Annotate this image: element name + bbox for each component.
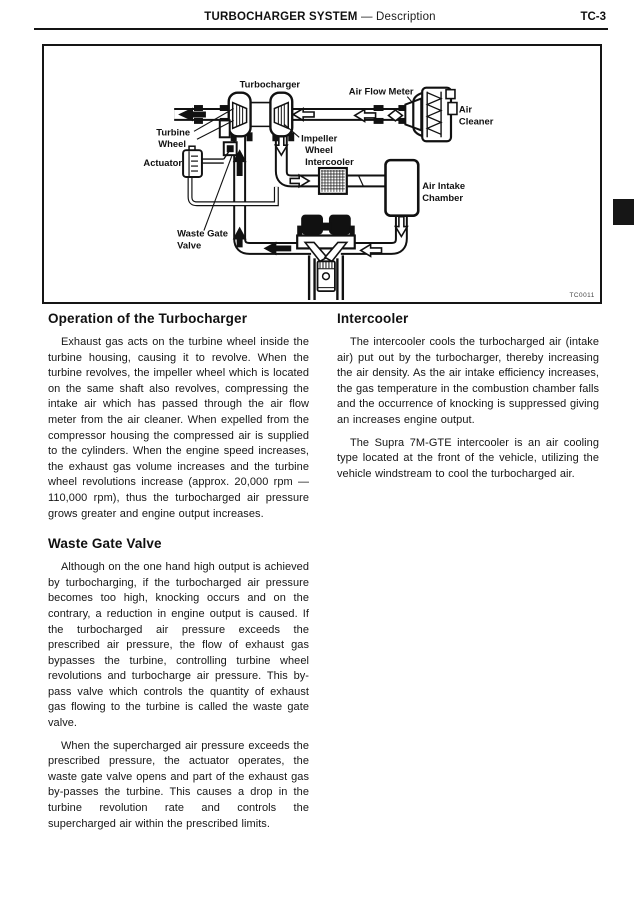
engine bbox=[297, 215, 355, 300]
actuator-pressure-line bbox=[190, 173, 276, 204]
cam-cover-right bbox=[329, 215, 351, 235]
paragraph: Although on the one hand high output is achieved by turbocharging, if the turbocharged air pressure becomes too high, knocking occurs and on the contrary, a reduction in engine output is caused. If the turbocharged air pressure exceeds the prescribed air pressure, the flow of exhaust gas bypasses the turbine, controlling turbine wheel revolutions and turbocharge air pressure. This by-pass valve which controls the quantity of exhaust gas flowing to the turbine is called the waste gate valve. bbox=[48, 561, 309, 730]
label-actuator: Actuator bbox=[143, 157, 183, 169]
label-turbine-wheel-2: Wheel bbox=[158, 138, 186, 150]
label-air-cleaner-1: Air bbox=[458, 103, 473, 115]
cam-cover-left bbox=[301, 215, 323, 235]
figure-box bbox=[42, 44, 602, 304]
label-air-cleaner-2: Cleaner bbox=[458, 115, 494, 127]
waste-gate-valve bbox=[224, 142, 237, 155]
paragraph: When the supercharged air pressure exceeds the prescribed pressure, the actuator operates, the waste gate valve opens and part of the exhaust gas by-passes the turbine. This causes a drop in the turbine revolution rate and controls the supercharged air within the prescribed limits. bbox=[48, 739, 309, 830]
paragraph: Exhaust gas acts on the turbine wheel inside the turbine housing, causing it to revolve. When the turbine revolves, the impeller wheel which is located on the same shaft also revolves, compressing the intake air which has passed through the air flow meter from the air cleaner. When expelled from the compressor housing the compressed air is supplied to the cylinders. When the engine speed increases, the exhaust gas volume increases and the turbine wheel revolutions increase (approx. 20,000 rpm — 110,000 rpm), thus the turbocharged air pressure grows greater and engine output increases. bbox=[48, 336, 309, 520]
page-header bbox=[0, 11, 640, 23]
left-column bbox=[48, 311, 309, 839]
label-waste-gate-valve-1: Waste Gate bbox=[177, 227, 229, 239]
air-cleaner-outlet bbox=[448, 103, 457, 115]
label-air-flow-meter: Air Flow Meter bbox=[348, 85, 414, 97]
label-waste-gate-valve-2: Valve bbox=[177, 239, 202, 251]
figure-code: TC0011 bbox=[569, 292, 595, 300]
section-heading: Waste Gate Valve bbox=[48, 536, 162, 552]
paragraph: The Supra 7M-GTE intercooler is an air cooling type located at the front of the vehicle, utilizing the vehicle windstream to cool the turbocharged air. bbox=[337, 436, 599, 480]
actuator-device bbox=[183, 146, 230, 177]
header-subtitle: — Description bbox=[360, 11, 436, 23]
label-intercooler: Intercooler bbox=[305, 156, 354, 168]
piston bbox=[318, 261, 335, 291]
label-impeller-wheel-1: Impeller bbox=[301, 132, 338, 144]
header-rule bbox=[34, 28, 608, 30]
label-turbine-wheel-1: Turbine bbox=[156, 126, 191, 138]
label-turbocharger: Turbocharger bbox=[239, 78, 301, 90]
air-cleaner-hook bbox=[446, 90, 455, 99]
page-number: TC-3 bbox=[580, 11, 606, 23]
section-heading: Intercooler bbox=[337, 311, 409, 326]
air-intake-chamber bbox=[386, 160, 419, 216]
label-air-intake-chamber-1: Air Intake bbox=[422, 179, 466, 191]
section-heading: Operation of the Turbocharger bbox=[48, 311, 248, 326]
right-column bbox=[337, 311, 599, 839]
turbocharger-system-diagram bbox=[44, 46, 600, 302]
section-thumb-tab bbox=[613, 199, 634, 225]
header-title: TURBOCHARGER SYSTEM bbox=[204, 11, 358, 23]
wrist-pin bbox=[323, 273, 330, 280]
label-impeller-wheel-2: Wheel bbox=[305, 144, 333, 156]
paragraph: The intercooler cools the turbocharged air (intake air) put out by the turbocharger, thereby increasing the air density. As the air intake efficiency increases, the gas temperature in the combustion chamber falls and the occurrence of knocking is suppressed giving an increases engine output. bbox=[337, 336, 599, 426]
label-air-intake-chamber-2: Chamber bbox=[422, 191, 463, 203]
text-columns bbox=[48, 311, 599, 839]
